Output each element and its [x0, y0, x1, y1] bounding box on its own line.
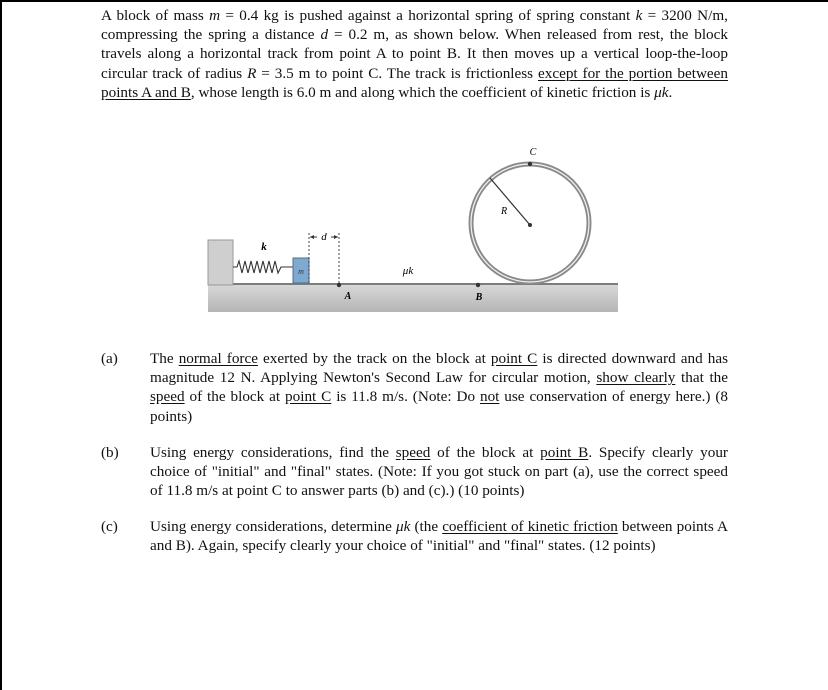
part-a-label: (a) [101, 350, 118, 367]
point-A-marker [337, 283, 341, 287]
point-C-marker [528, 162, 532, 166]
friction-coefficient-label: μk [402, 265, 414, 277]
page-edge-top [0, 0, 828, 2]
part-b-label: (b) [101, 444, 119, 461]
problem-statement: A block of mass m = 0.4 kg is pushed against a horizontal spring of spring constant k = 3200 N/m, compressing the spring a distance d = 0.2 m, as shown below. When released from rest, the block travels along a horizontal track from point A to point B. It then moves up a vertical loop-the-loop circular track of radius R = 3.5 m to point C. The track is frictionless except for the portion between points A and B, whose length is 6.0 m and along which the coefficient of kinetic friction is μk. [101, 7, 728, 101]
spring-constant-label: k [261, 241, 267, 253]
spring [233, 261, 293, 273]
loop-the-loop-figure [205, 140, 625, 315]
compression-arrowhead-right [334, 235, 338, 239]
loop-center-dot [528, 223, 532, 227]
point-B-marker [476, 283, 480, 287]
part-c-text: Using energy considerations, determine μk (the coefficient of kinetic friction between points A and B). Again, specify clearly your choice of "initial" and "final" states. (12 points) [150, 518, 728, 555]
block-mass-label: m [298, 267, 304, 276]
radius-label: R [500, 206, 508, 217]
wall [208, 240, 233, 285]
compression-arrowhead-left [310, 235, 314, 239]
point-C-label: C [529, 147, 537, 158]
point-B-label: B [475, 292, 483, 303]
radius-line [490, 178, 530, 225]
ground-track [208, 284, 618, 312]
part-a-text: The normal force exerted by the track on the block at point C is directed downward and has magnitude 12 N. Applying Newton's Second Law for circular motion, show clearly that the speed of the block at point C is 11.8 m/s. (Note: Do not use conservation of energy here.) (8 points) [150, 350, 729, 425]
compression-distance-label: d [321, 231, 327, 243]
point-A-label: A [344, 291, 352, 302]
part-b-text: Using energy considerations, find the speed of the block at point B. Specify clearly your choice of "initial" and "final" states. (Note: If you got stuck on part (a), use the correct speed of 11.8 m/s at point C to answer parts (b) and (c).) (10 points) [150, 444, 728, 500]
part-c-label: (c) [101, 518, 118, 535]
page-edge-left [0, 0, 2, 690]
